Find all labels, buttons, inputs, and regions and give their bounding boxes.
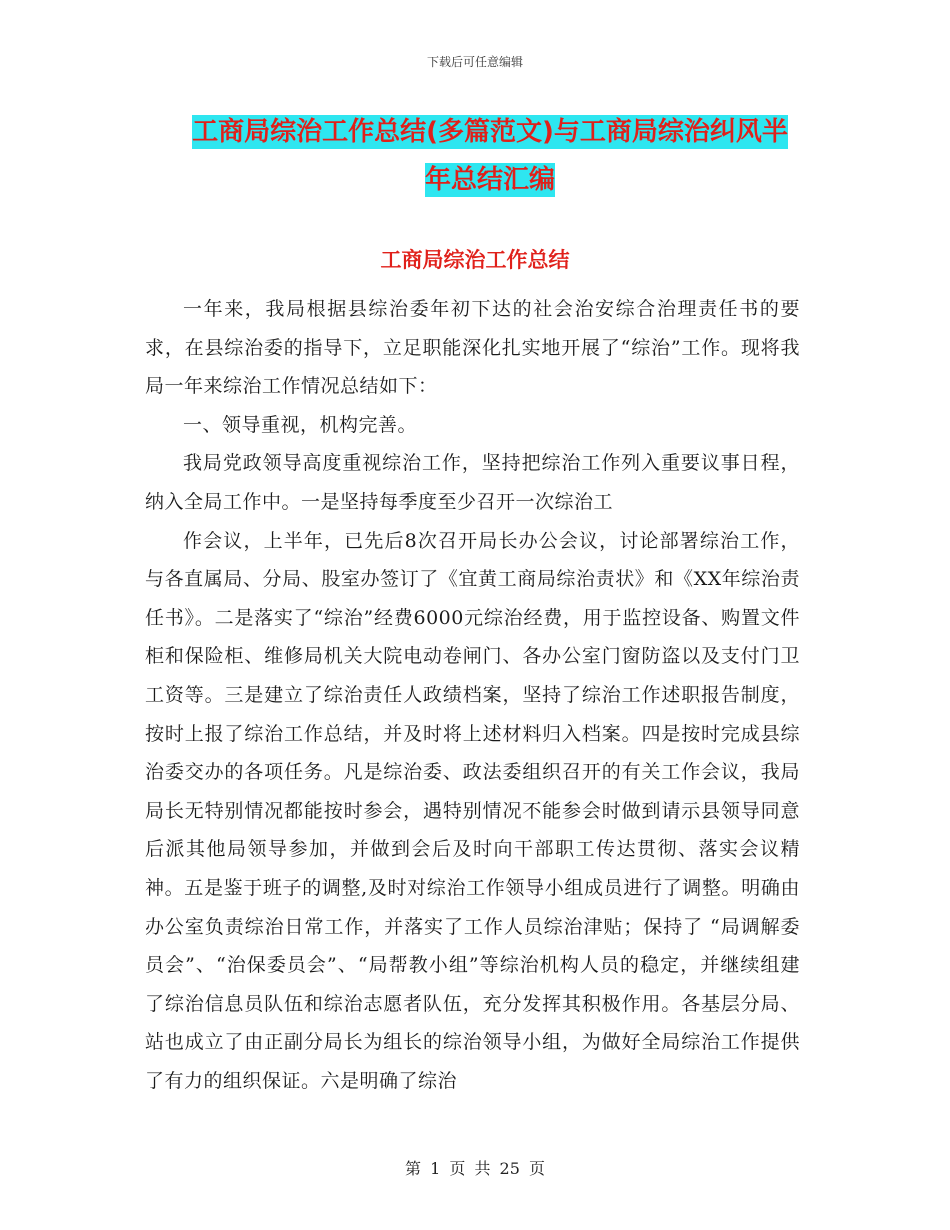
paragraph: 一年来，我局根据县综治委年初下达的社会治安综合治理责任书的要求，在县综治委的指导下，立足职能深化扎实地开展了“综治”工作。现将我局一年来综治工作情况总结如下：: [145, 298, 800, 398]
document-title-line-1: 工商局综治工作总结(多篇范文)与工商局综治纠风半: [192, 117, 788, 147]
page-footer: 第 1 页 共 25 页: [405, 1159, 545, 1178]
paragraph: 作会议，上半年，已先后8次召开局长办公会议，讨论部署综治工作，与各直属局、分局、股室办签订了《宜黄工商局综治责状》和《XX年综治责任书》。二是落实了“综治”经费6000元综治经费，用于监控设备、购置文件柜和保险柜、维修局机关大院电动卷闸门、各办公室门窗防盗以及支付门卫工资等。三是建立了综治责任人政绩档案，坚持了综治工作述职报告制度，按时上报了综治工作总结，并及时将上述材料归入档案。四是按时完成县综治委交办的各项任务。凡是综治委、政法委组织召开的有关工作会议，我局局长无特别情况都能按时参会，遇特别情况不能参会时做到请示县领导同意后派其他局领导参加，并做到会后及时向干部职工传达贯彻、落实会议精神。五是鉴于班子的调整,及时对综治工作领导小组成员进行了调整。明确由办公室负责综治日常工作，并落实了工作人员综治津贴；保持了 “局调解委员会”、“治保委员会”、“局帮教小组”等综治机构人员的稳定，并继续组建了综治信息员队伍和综治志愿者队伍，充分发挥其积极作用。各基层分局、站也成立了由正副分局长为组长的综治领导小组，为做好全局综治工作提供了有力的组织保证。六是明确了综治: [145, 529, 800, 1092]
paragraph: 我局党政领导高度重视综治工作，坚持把综治工作列入重要议事日程，纳入全局工作中。一是坚持每季度至少召开一次综治工: [145, 452, 800, 513]
body-text: [145, 290, 800, 1100]
document-title-line-2: 年总结汇编: [424, 165, 555, 195]
document-title: [150, 108, 830, 204]
section-title: 工商局综治工作总结: [380, 248, 570, 272]
paragraph: 一、领导重视，机构完善。: [183, 413, 418, 436]
header-note: 下载后可任意编辑: [426, 55, 523, 69]
